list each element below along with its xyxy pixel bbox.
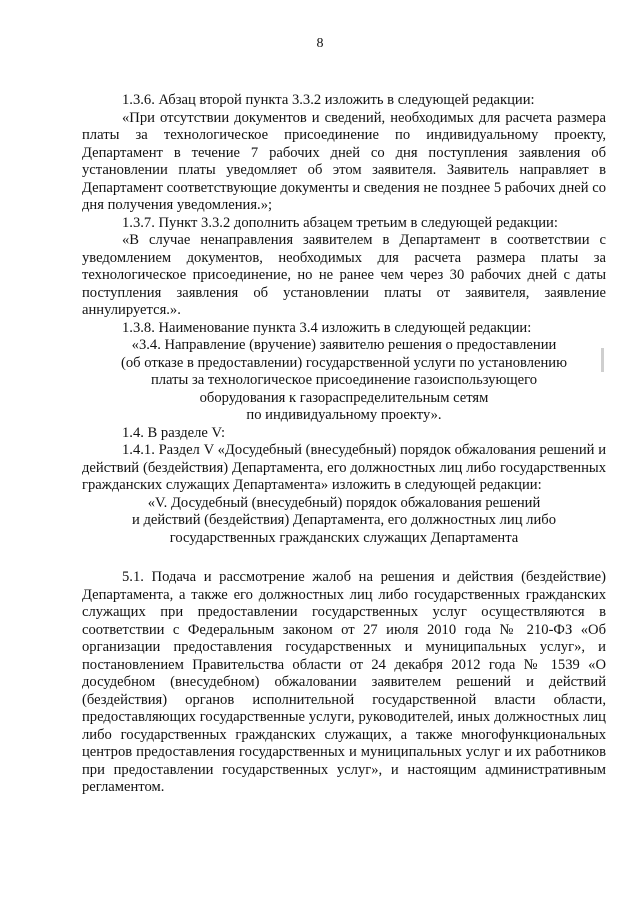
heading-3-4-line: (об отказе в предоставлении) государственной услуги по установлению	[121, 354, 567, 371]
heading-section-v-line: государственных гражданских служащих Департамента	[169, 529, 519, 546]
paragraph-1-4-1: 1.4.1. Раздел V «Досудебный (внесудебный) порядок обжалования решений и действий (бездействия) Департамента, его должностных лиц либо государственных гражданских служащих Департамента» изложить в следующей редакции:	[82, 442, 606, 493]
heading-3-4-line: «3.4. Направление (вручение) заявителю решения о предоставлении	[131, 337, 557, 353]
heading-3-4-line: по индивидуальному проекту».	[246, 407, 442, 423]
paragraph-1-3-8: 1.3.8. Наименование пункта 3.4 изложить в следующей редакции:	[122, 319, 532, 336]
scan-artifact	[601, 348, 604, 372]
paragraph-3-3-2-text: «При отсутствии документов и сведений, необходимых для расчета размера платы за технологическое присоединение по индивидуальному проекту, Департамент в течение 7 рабочих дней со дня поступления заявления об установлении платы уведомляет об этом заявителя. Заявитель направляет в Департамент соответствующие документы и сведения не позднее 5 рабочих дней со дня получения уведомления.»;	[82, 109, 606, 213]
heading-section-v-line: «V. Досудебный (внесудебный) порядок обжалования решений	[147, 494, 541, 511]
page-number: 8	[316, 36, 324, 51]
heading-section-v	[82, 495, 606, 548]
document-body	[82, 92, 606, 797]
paragraph-1-4: 1.4. В разделе V:	[122, 424, 226, 441]
paragraph-1-3-6: 1.3.6. Абзац второй пункта 3.3.2 изложить в следующей редакции:	[122, 92, 535, 108]
paragraph-1-3-7: 1.3.7. Пункт 3.3.2 дополнить абзацем третьим в следующей редакции:	[122, 214, 558, 231]
section-spacer	[82, 547, 606, 569]
heading-section-v-line: и действий (бездействия) Департамента, его должностных лиц либо	[131, 512, 556, 528]
heading-3-4	[82, 337, 606, 425]
paragraph-5-1: 5.1. Подача и рассмотрение жалоб на решения и действия (бездействие) Департамента, а также его должностных лиц либо государственных гражданских служащих при предоставлении государственных услуг осуществляются в соответствии с Федеральным законом от 27 июля 2010 года № 210-ФЗ «Об организации предоставления государственных и муниципальных услуг», и постановлением Правительства области от 24 декабря 2012 года № 1539 «О досудебном (внесудебном) обжаловании заявителем решений и действий (бездействия) органов исполнительной государственной власти области, предоставляющих государственные услуги, руководителей, иных должностных лиц либо государственных гражданских служащих, а также многофункциональных центров предоставления государственных и муниципальных услуг и их работников при предоставлении государственных услуг», и настоящим административным регламентом.	[82, 569, 606, 795]
paragraph-third-abzac-text: «В случае ненаправления заявителем в Департамент в соответствии с уведомлением документов, необходимых для расчета размера платы за технологическое присоединение, но не ранее чем через 30 рабочих дней с даты поступления заявления об установлении платы от заявителя, заявление аннулируется.».	[82, 232, 606, 318]
heading-3-4-line: платы за технологическое присоединение газоиспользующего	[150, 372, 538, 388]
heading-3-4-line: оборудования к газораспределительным сетям	[199, 389, 489, 406]
